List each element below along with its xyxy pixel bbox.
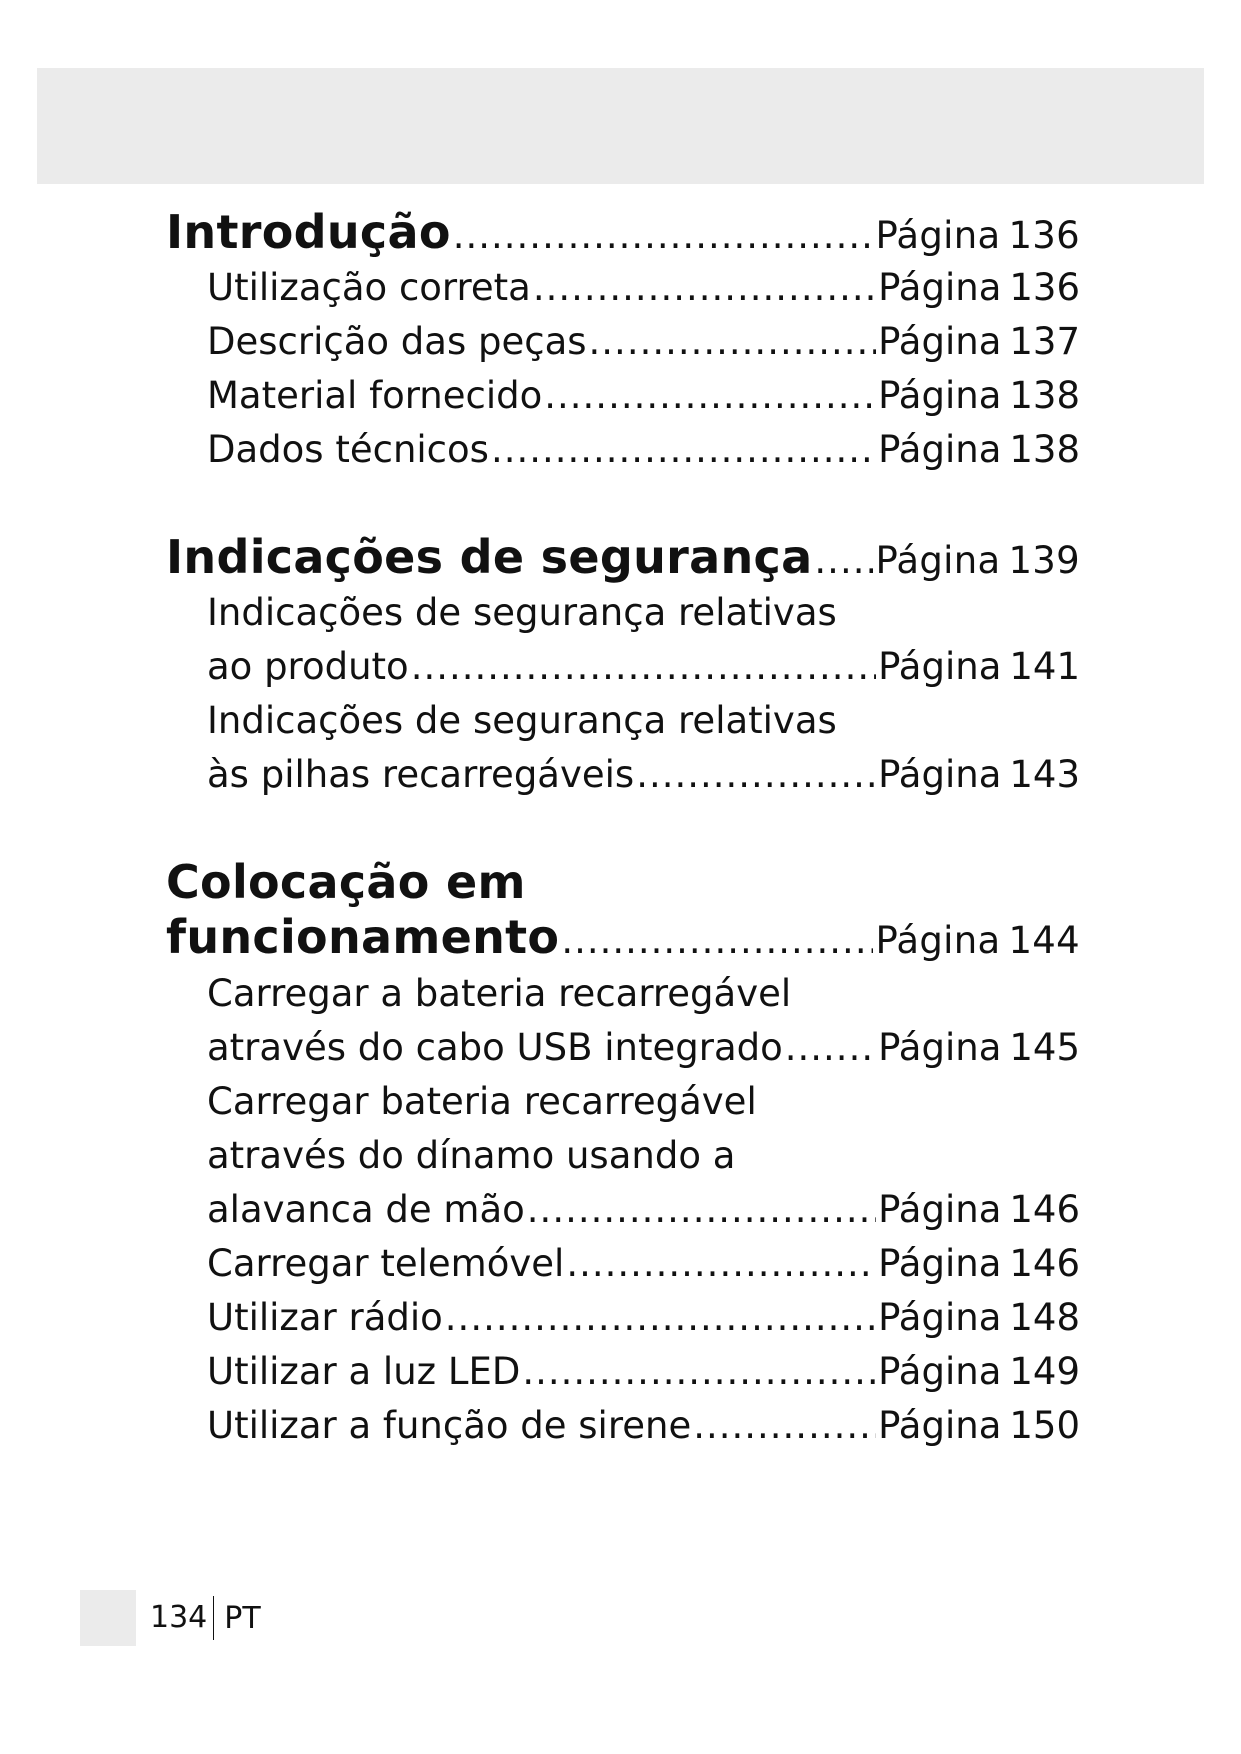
toc-item-carregar-telemovel[interactable]	[207, 1242, 1080, 1285]
toc-item-carregar-dinamo-line1[interactable]	[207, 1080, 1080, 1123]
item-title: ao produto	[207, 645, 409, 688]
item-title: Utilizar a luz LED	[207, 1350, 521, 1393]
page-ref: Página 136	[875, 214, 1080, 257]
page-ref: Página 144	[875, 919, 1080, 962]
dot-leader	[445, 1296, 876, 1339]
dot-leader	[491, 428, 876, 471]
page-ref: Página 149	[878, 1350, 1080, 1393]
toc-item-carregar-usb-line2[interactable]	[207, 1026, 1080, 1069]
toc-item-carregar-dinamo-line2[interactable]	[207, 1134, 1080, 1177]
item-title: Carregar a bateria recarregável	[207, 972, 792, 1015]
section-title: funcionamento	[166, 910, 560, 964]
section-title: Indicações de segurança	[166, 530, 813, 584]
toc-section-indicacoes-de-seguranca[interactable]	[166, 530, 1080, 584]
dot-leader	[814, 539, 873, 582]
toc-item-seguranca-pilhas-line2[interactable]	[207, 753, 1080, 796]
page-ref: Página 136	[878, 266, 1080, 309]
dot-leader	[636, 753, 876, 796]
item-title: Material fornecido	[207, 374, 543, 417]
dot-leader	[527, 1188, 876, 1231]
toc-item-dados-tecnicos[interactable]	[207, 428, 1080, 471]
toc-section-colocacao-line2[interactable]	[166, 910, 1080, 964]
item-title: Carregar telemóvel	[207, 1242, 565, 1285]
dot-leader	[785, 1026, 876, 1069]
item-title: Utilizar a função de sirene	[207, 1404, 692, 1447]
dot-leader	[693, 1404, 876, 1447]
toc-item-utilizacao-correta[interactable]	[207, 266, 1080, 309]
toc-section-introducao[interactable]	[166, 205, 1080, 259]
dot-leader	[561, 919, 873, 962]
header-band	[37, 68, 1204, 184]
dot-leader	[544, 374, 876, 417]
item-title: alavanca de mão	[207, 1188, 525, 1231]
item-title: às pilhas recarregáveis	[207, 753, 635, 796]
page-ref: Página 139	[875, 539, 1080, 582]
page-ref: Página 145	[878, 1026, 1080, 1069]
item-title: Dados técnicos	[207, 428, 489, 471]
item-title: através do cabo USB integrado	[207, 1026, 783, 1069]
dot-leader	[533, 266, 876, 309]
page-ref: Página 146	[878, 1242, 1080, 1285]
item-title: Utilizar rádio	[207, 1296, 443, 1339]
item-title: Carregar bateria recarregável	[207, 1080, 757, 1123]
dot-leader	[453, 214, 874, 257]
page-ref: Página 146	[878, 1188, 1080, 1231]
toc-item-utilizar-sirene[interactable]	[207, 1404, 1080, 1447]
toc-section-colocacao-line1[interactable]	[166, 855, 1080, 909]
page-ref: Página 148	[878, 1296, 1080, 1339]
footer-page-number: 134	[150, 1596, 214, 1640]
toc-item-seguranca-produto-line2[interactable]	[207, 645, 1080, 688]
toc-item-seguranca-pilhas-line1[interactable]	[207, 699, 1080, 742]
footer-language: PT	[224, 1600, 261, 1636]
item-title: Descrição das peças	[207, 320, 587, 363]
page-ref: Página 150	[878, 1404, 1080, 1447]
item-title: Utilização correta	[207, 266, 531, 309]
item-title: através do dínamo usando a	[207, 1134, 736, 1177]
page-ref: Página 138	[878, 428, 1080, 471]
toc-item-carregar-usb-line1[interactable]	[207, 972, 1080, 1015]
footer-marker	[80, 1590, 136, 1646]
page-ref: Página 141	[878, 645, 1080, 688]
dot-leader	[411, 645, 876, 688]
dot-leader	[589, 320, 877, 363]
toc-item-carregar-dinamo-line3[interactable]	[207, 1188, 1080, 1231]
toc-item-descricao-das-pecas[interactable]	[207, 320, 1080, 363]
dot-leader	[522, 1350, 876, 1393]
page-ref: Página 137	[878, 320, 1080, 363]
item-title: Indicações de segurança relativas	[207, 591, 837, 634]
dot-leader	[566, 1242, 876, 1285]
toc-item-seguranca-produto-line1[interactable]	[207, 591, 1080, 634]
page-ref: Página 138	[878, 374, 1080, 417]
section-title: Colocação em	[166, 855, 526, 909]
page-ref: Página 143	[878, 753, 1080, 796]
section-title: Introdução	[166, 205, 451, 259]
toc-item-utilizar-luz-led[interactable]	[207, 1350, 1080, 1393]
toc-item-utilizar-radio[interactable]	[207, 1296, 1080, 1339]
page-footer	[80, 1590, 261, 1646]
item-title: Indicações de segurança relativas	[207, 699, 837, 742]
toc-item-material-fornecido[interactable]	[207, 374, 1080, 417]
